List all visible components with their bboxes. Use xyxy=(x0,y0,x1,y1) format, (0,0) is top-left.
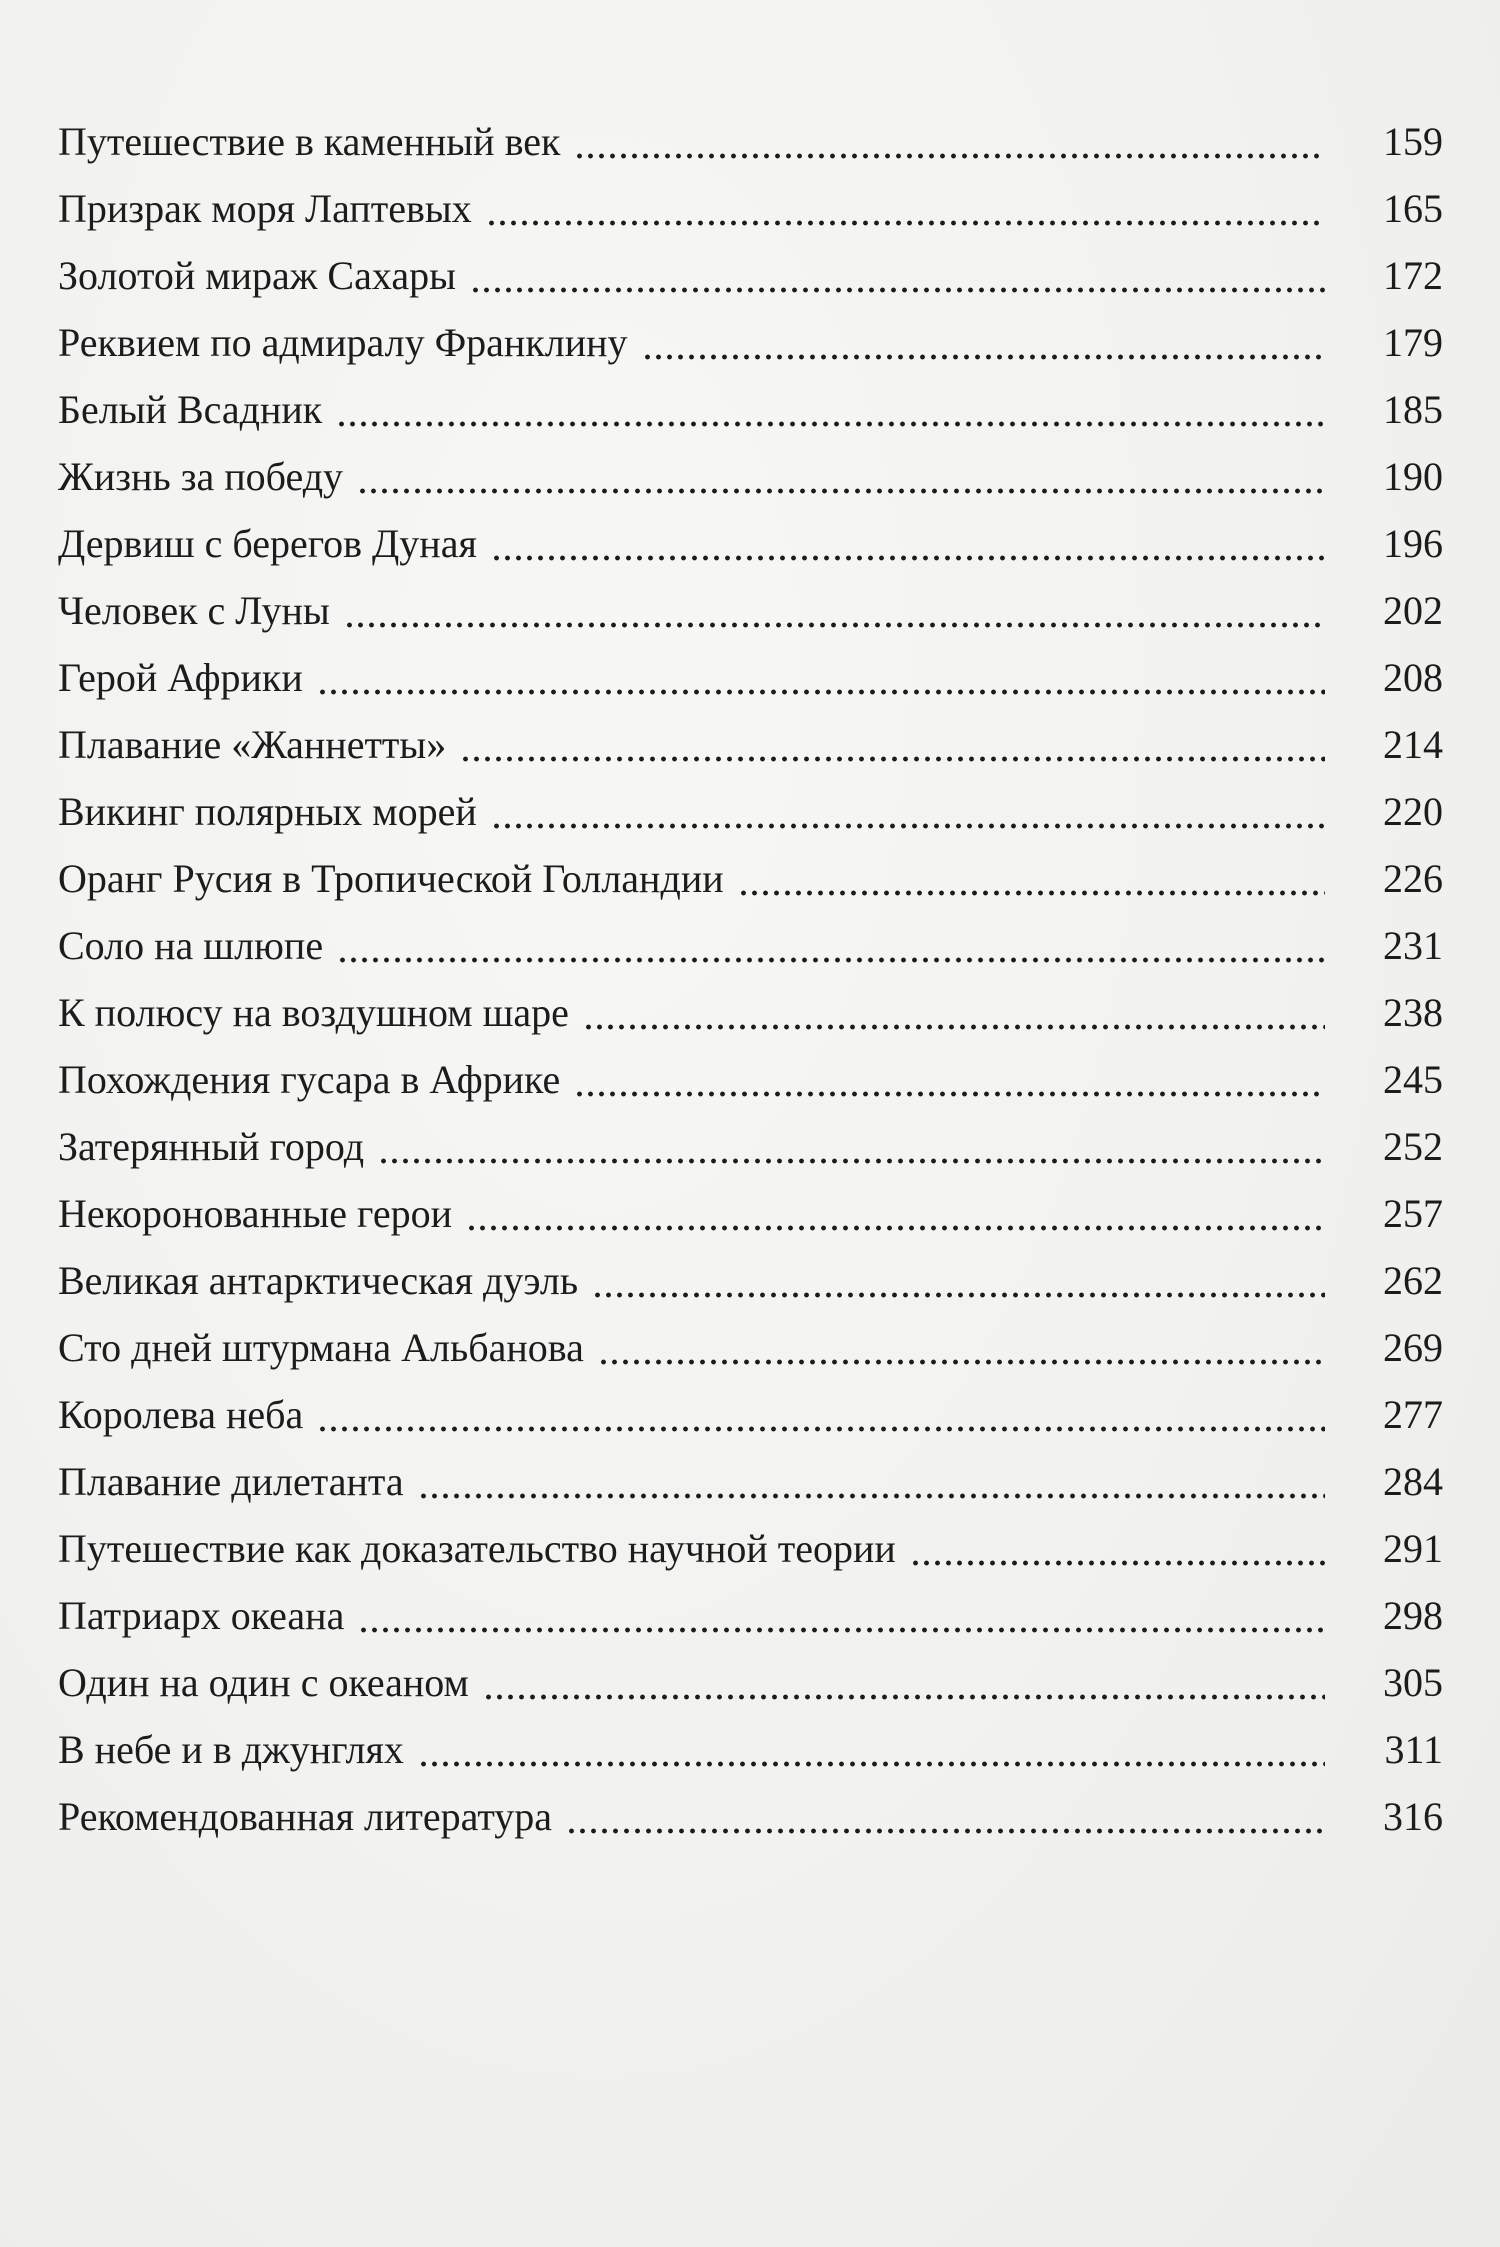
dot-leader xyxy=(418,1493,1325,1499)
dot-leader xyxy=(470,287,1325,293)
dot-leader xyxy=(574,1091,1325,1097)
table-of-contents xyxy=(58,108,1443,1850)
toc-entry-page: 226 xyxy=(1383,856,1443,901)
dot-leader xyxy=(336,421,1325,427)
dot-leader xyxy=(358,1627,1325,1633)
dot-leader xyxy=(317,1426,1325,1432)
toc-entry-page: 159 xyxy=(1383,119,1443,164)
toc-entry xyxy=(58,1783,1443,1850)
toc-entry xyxy=(58,1649,1443,1716)
toc-entry xyxy=(58,510,1443,577)
toc-entry-page: 311 xyxy=(1384,1727,1443,1772)
toc-entry-page: 208 xyxy=(1383,655,1443,700)
toc-entry-title: Сто дней штурмана Альбанова xyxy=(58,1325,584,1370)
dot-leader xyxy=(738,890,1325,896)
toc-entry-page: 172 xyxy=(1383,253,1443,298)
toc-entry xyxy=(58,242,1443,309)
toc-entry-title: Реквием по адмиралу Франклину xyxy=(58,320,628,365)
dot-leader xyxy=(566,1828,1325,1834)
dot-leader xyxy=(491,555,1325,561)
dot-leader xyxy=(337,957,1325,963)
toc-entry-page: 238 xyxy=(1383,990,1443,1035)
toc-entry xyxy=(58,711,1443,778)
toc-entry-page: 179 xyxy=(1383,320,1443,365)
dot-leader xyxy=(466,1225,1325,1231)
dot-leader xyxy=(378,1158,1325,1164)
dot-leader xyxy=(574,153,1325,159)
toc-entry-title: Дервиш с берегов Дуная xyxy=(58,521,477,566)
toc-entry-title: Плавание «Жаннетты» xyxy=(58,722,447,767)
dot-leader xyxy=(642,354,1325,360)
toc-entry-title: Путешествие как доказательство научной теории xyxy=(58,1526,896,1571)
toc-entry-page: 202 xyxy=(1383,588,1443,633)
toc-entry-page: 284 xyxy=(1383,1459,1443,1504)
toc-entry-title: Человек с Луны xyxy=(58,588,330,633)
toc-entry-title: Королева неба xyxy=(58,1392,304,1437)
toc-entry xyxy=(58,1515,1443,1582)
toc-entry xyxy=(58,778,1443,845)
toc-entry-title: Патриарх океана xyxy=(58,1593,345,1638)
dot-leader xyxy=(486,220,1325,226)
toc-entry-page: 298 xyxy=(1383,1593,1443,1638)
dot-leader xyxy=(491,823,1325,829)
toc-entry-title: Призрак моря Лаптевых xyxy=(58,186,472,231)
toc-entry-page: 220 xyxy=(1383,789,1443,834)
toc-entry-page: 231 xyxy=(1383,923,1443,968)
toc-entry-title: Соло на шлюпе xyxy=(58,923,324,968)
toc-entry-title: Рекомендованная литература xyxy=(58,1794,553,1839)
toc-entry-page: 262 xyxy=(1383,1258,1443,1303)
toc-entry-title: К полюсу на воздушном шаре xyxy=(58,990,569,1035)
toc-entry xyxy=(58,845,1443,912)
toc-entry-title: В небе и в джунглях xyxy=(58,1727,404,1772)
toc-entry xyxy=(58,912,1443,979)
toc-entry xyxy=(58,376,1443,443)
toc-entry-title: Викинг полярных морей xyxy=(58,789,477,834)
toc-entry-page: 214 xyxy=(1383,722,1443,767)
toc-entry-page: 291 xyxy=(1383,1526,1443,1571)
dot-leader xyxy=(317,689,1325,695)
dot-leader xyxy=(598,1359,1325,1365)
dot-leader xyxy=(357,488,1325,494)
toc-entry xyxy=(58,1381,1443,1448)
toc-entry xyxy=(58,1247,1443,1314)
toc-entry xyxy=(58,1716,1443,1783)
toc-entry xyxy=(58,979,1443,1046)
toc-entry-page: 196 xyxy=(1383,521,1443,566)
toc-entry-title: Золотой мираж Сахары xyxy=(58,253,456,298)
toc-entry-title: Оранг Русия в Тропической Голландии xyxy=(58,856,724,901)
toc-entry-page: 305 xyxy=(1383,1660,1443,1705)
toc-entry xyxy=(58,175,1443,242)
toc-entry-title: Путешествие в каменный век xyxy=(58,119,561,164)
toc-entry-page: 277 xyxy=(1383,1392,1443,1437)
dot-leader xyxy=(910,1560,1325,1566)
toc-entry xyxy=(58,1314,1443,1381)
toc-entry xyxy=(58,1113,1443,1180)
toc-entry-page: 165 xyxy=(1383,186,1443,231)
toc-entry-title: Жизнь за победу xyxy=(58,454,344,499)
toc-entry-title: Плавание дилетанта xyxy=(58,1459,404,1504)
dot-leader xyxy=(583,1024,1325,1030)
toc-entry-title: Белый Всадник xyxy=(58,387,323,432)
toc-entry xyxy=(58,577,1443,644)
toc-entry xyxy=(58,1582,1443,1649)
toc-entry xyxy=(58,443,1443,510)
dot-leader xyxy=(418,1761,1325,1767)
toc-entry-page: 316 xyxy=(1383,1794,1443,1839)
toc-entry xyxy=(58,108,1443,175)
toc-entry-title: Похождения гусара в Африке xyxy=(58,1057,561,1102)
toc-entry xyxy=(58,309,1443,376)
toc-entry-title: Герой Африки xyxy=(58,655,303,700)
toc-entry-title: Некоронованные герои xyxy=(58,1191,453,1236)
dot-leader xyxy=(483,1694,1325,1700)
toc-entry xyxy=(58,1180,1443,1247)
toc-entry-page: 190 xyxy=(1383,454,1443,499)
toc-entry-title: Один на один с океаном xyxy=(58,1660,469,1705)
dot-leader xyxy=(460,756,1325,762)
toc-entry-page: 257 xyxy=(1383,1191,1443,1236)
dot-leader xyxy=(344,622,1325,628)
toc-entry xyxy=(58,644,1443,711)
toc-entry-page: 185 xyxy=(1383,387,1443,432)
toc-entry-title: Затерянный город xyxy=(58,1124,365,1169)
toc-entry xyxy=(58,1046,1443,1113)
toc-entry-page: 245 xyxy=(1383,1057,1443,1102)
dot-leader xyxy=(592,1292,1325,1298)
toc-entry-page: 269 xyxy=(1383,1325,1443,1370)
toc-entry-title: Великая антарктическая дуэль xyxy=(58,1258,579,1303)
toc-entry xyxy=(58,1448,1443,1515)
toc-entry-page: 252 xyxy=(1383,1124,1443,1169)
